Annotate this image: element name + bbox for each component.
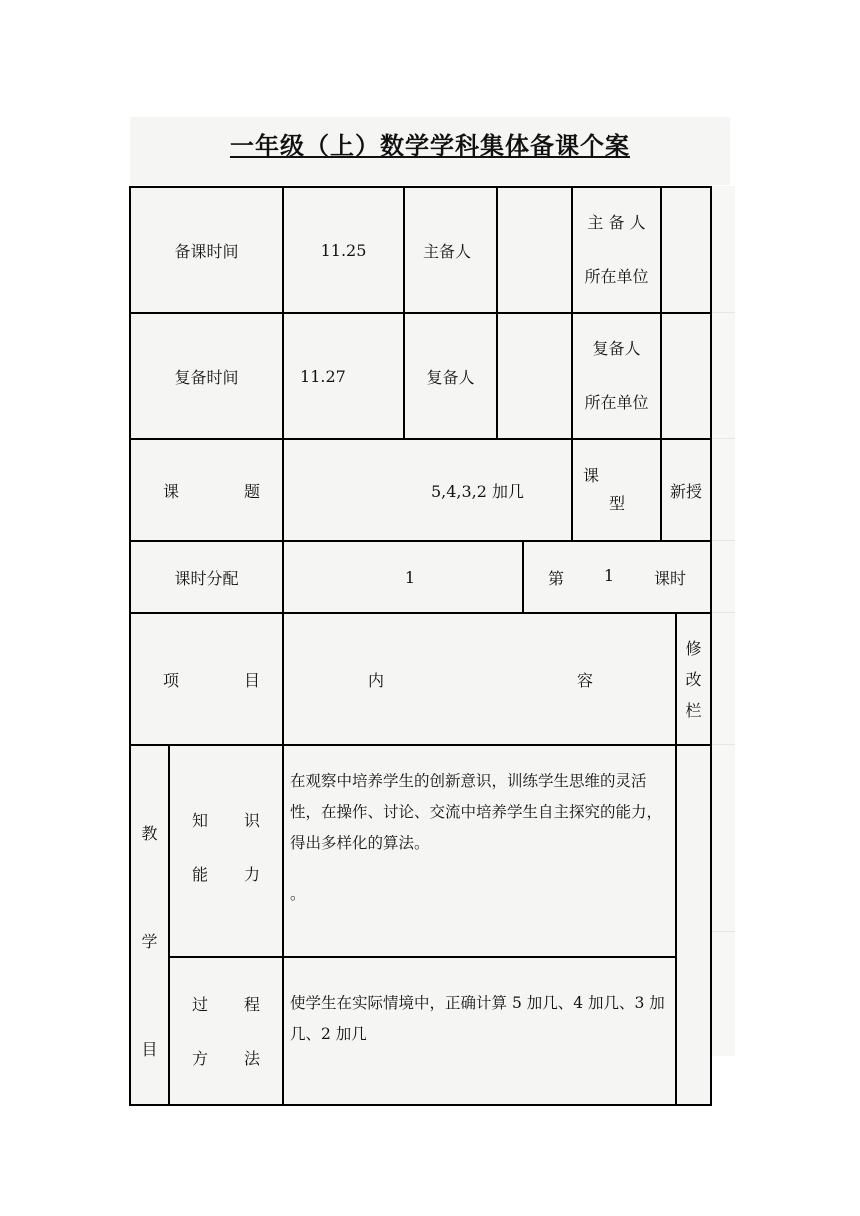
review-preparer-label: 复备人	[404, 313, 497, 439]
table-edge-shadow	[709, 186, 735, 1056]
revision-header: 修 改 栏	[676, 613, 711, 745]
period-value: 1	[283, 541, 523, 613]
process-method-label: 过 程 方 法	[169, 957, 283, 1105]
prep-time-label: 备课时间	[130, 187, 283, 313]
review-unit-label	[572, 313, 661, 439]
type-label: 课 型	[572, 439, 661, 541]
table-row	[130, 745, 711, 957]
knowledge-text: 在观察中培养学生的创新意识，训练学生思维的灵活性，在操作、讨论、交流中培养学生自主探究的能力，得出多样化的算法。	[290, 772, 663, 852]
prep-time-value: 11.25	[283, 187, 404, 313]
content-header: 内 容	[283, 613, 676, 745]
main-unit-label	[572, 187, 661, 313]
knowledge-ability-label: 知 识 能 力	[169, 745, 283, 957]
review-preparer-value	[497, 313, 572, 439]
review-unit-label-line1: 复备人	[592, 339, 641, 358]
type-value: 新授	[661, 439, 711, 541]
table-row	[130, 187, 711, 313]
table-row	[130, 541, 711, 613]
review-time-value: 11.27	[283, 313, 404, 439]
table-row	[130, 439, 711, 541]
period-number: 第 1 课时	[523, 541, 711, 613]
review-time-label: 复备时间	[130, 313, 283, 439]
topic-label: 课 题	[130, 439, 283, 541]
topic-value: 5,4,3,2 加几	[283, 439, 572, 541]
item-header: 项 目	[130, 613, 283, 745]
knowledge-mark: 。	[290, 885, 306, 903]
revision-column	[676, 745, 711, 1105]
main-unit-label-line2: 所在单位	[584, 267, 649, 286]
teaching-goal-label: 教 学 目	[130, 745, 169, 1105]
review-unit-label-line2: 所在单位	[584, 393, 649, 412]
process-method-content: 使学生在实际情境中，正确计算 5 加几、4 加几、3 加几、2 加几	[283, 957, 676, 1105]
page-title: 一年级（上）数学学科集体备课个案	[230, 131, 630, 160]
table-row	[130, 613, 711, 745]
lesson-plan-table	[129, 186, 712, 1106]
knowledge-ability-content	[283, 745, 676, 957]
review-unit-value	[661, 313, 711, 439]
main-preparer-value	[497, 187, 572, 313]
period-label: 课时分配	[130, 541, 283, 613]
table-row	[130, 957, 711, 1105]
table-row	[130, 313, 711, 439]
main-unit-label-line1: 主 备 人	[587, 213, 646, 232]
main-preparer-label: 主备人	[404, 187, 497, 313]
main-unit-value	[661, 187, 711, 313]
